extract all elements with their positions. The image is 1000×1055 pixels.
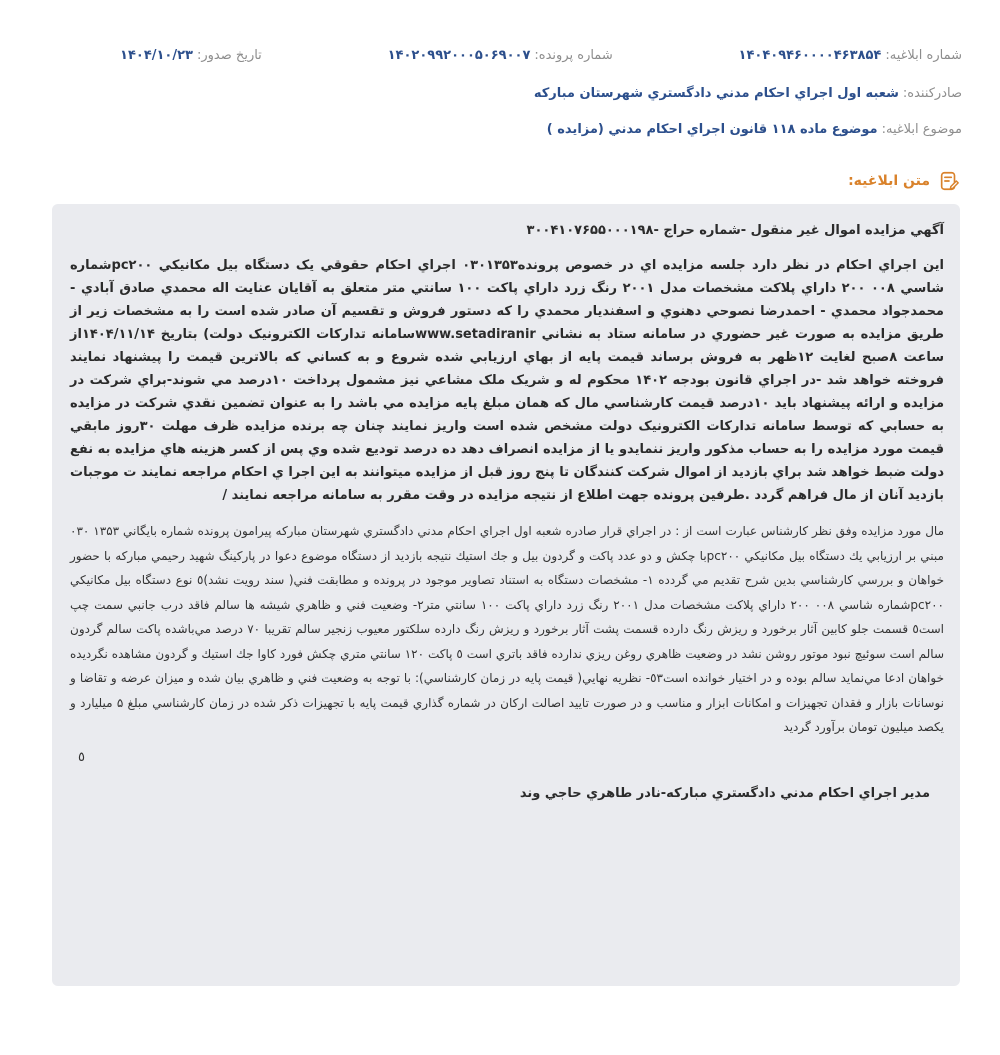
- separator-bullet: ٥: [78, 749, 85, 765]
- auction-headline: آگهي مزايده اموال غير منقول -شماره حراج -۳۰۰۴۱۰۷۶۵۵۰۰۰۱۹۸: [526, 223, 944, 238]
- notice-meta-row: [40, 48, 962, 63]
- document-edit-icon: [938, 170, 960, 192]
- subject-label: موضوع ابلاغیه:: [881, 122, 962, 137]
- issue-date-value: ۱۴۰۴/۱۰/۲۳: [120, 48, 193, 63]
- case-number-label: شماره پرونده:: [534, 48, 613, 63]
- auction-item-description: مال مورد مزايده وفق نظر كارشناس عبارت است از : در اجراي قرار صادره شعبه اول اجراي احكام مدني دادگستري شهرستان مباركه پيرامون پرونده شماره بايگاني ۱۳۵۳ ۰۳۰ مبني بر ارزيابي يك دستگاه بيل مكانيكي pc۲۰۰با چكش و دو عدد پاكت و گردون بيل و جك استيك نتيجه بازديد از دستگاه موضوع دعوا در پاركينگ شهيد رحيمي مباركه با حضور خواهان و بررسي كارشناسي بدين شرح تقديم مي گردده ۱- مشخصات دستگاه به استناد تصاوير موجود در پرونده و مطابقت فني( سند رويت نشد)٥ نوع دستگاه بيل مكانيكي pc۲۰۰شماره شاسي ۰۰۸ ۲۰۰ داراي پلاكت مشخصات مدل ۲۰۰۱ رنگ زرد داراي پاكت ۱۰۰ سانتي متر۲- وضعيت فني و ظاهري شيشه ها سالم فاقد درب جانبي سمت چپ است٥ قسمت جلو كابين آثار برخورد و ريزش رنگ دارده قسمت پشت آثار برخورد و ريزش رنگ دارده سلكتور معيوب زنجير سالم تقريبا ۷۰ درصد مي‌باشده پاكت سالم گردون سالم است سوئيچ نبود موتور روشن نشد در وضعيت ظاهري روغن ريزي ندارده فاقد باتري است ٥ پاكت ۱۲۰ سانتي متري چكش فورد كاوا جك استيك و گردون مشاهده نگرديده خواهان ادعا مي‌نمايد سالم بوده و در اختيار خوانده است٥۳- نظريه نهايي( قيمت پايه در زمان كارشناسي): با توجه به وضعيت فني و ظاهري بيان شده و ميزان عرضه و تقاضا و نوسانات بازار و فقدان تجهيزات و امكانات ابزار و مناسب و در صورت تاييد اصالت اركان در شماره گذاري قيمت پايه با تجهيزات ذكر شده در زمان كارشناسي مبلغ ۵ ميليارد و يكصد ميليون تومان برآورد گرديد: [70, 524, 945, 734]
- notice-text-heading: [848, 170, 960, 192]
- notice-number-label: شماره ابلاغیه:: [885, 48, 962, 63]
- subject-value: موضوع ماده ۱۱۸ قانون اجراي احكام مدني (مزايده ): [546, 122, 878, 137]
- issuer-row: [40, 86, 962, 101]
- auction-main-paragraph: اين اجراي احكام در نظر دارد جلسه مزايده اي در خصوص پرونده۰۳۰۱۳۵۳ اجراي احكام حقوقي يک دستگاه بيل مكانيكي pc۲۰۰شماره شاسي ۰۰۸ ۲۰۰ داراي پلاكت مشخصات مدل ۲۰۰۱ رنگ زرد داراي پاكت ۱۰۰ سانتي متر متعلق به آقايان عنايت اله محمدي صادق آبادي - محمدجواد محمدي - احمدرضا نصوحي دهنوي و اسفنديار محمدي را كه دستور فروش و تقسيم آن صادر شده است را به مشخصات زير از طريق مزايده به صورت غير حضوري در سامانه ستاد به نشاني www.setadiranirسامانه تدارکات الکترونيک دولت) بتاريخ ۱۴۰۴/۱۱/۱۴از ساعت ۸صبح لغايت ۱۲ظهر به فروش برساند قيمت پايه از بهاي ارزيابي شده شروع و به كساني كه بالاترين قيمت را پيشنهاد نمايند فروخته خواهد شد -در اجراي قانون بودجه ۱۴۰۲ محكوم له و شريک ملک مشاعي نيز مشمول پرداخت ۱۰درصد مي شوند-براي شركت در مزايده و ارائه پيشنهاد بايد ۱۰درصد قيمت كارشناسي مال كه همان مبلغ پايه مزايده مي باشد را به عنوان تضمين نقدي شركت در مزايده به حسابي كه توسط سامانه تداركات الكترونيک دولت مشخص شده است واريز نمايند چنان چه برنده مزايده ظرف مهلت ۳۰روز مابقي قيمت مورد مزايده را به حساب مذكور واريز ننمايدو يا از مزايده انصراف دهد ده درصد توديع شده وي پس از كسر هزينه هاي مزايده به نفع دولت ضبط خواهد شد براي بازديد از اموال شركت كنندگان تا پنج روز قبل از مزايده ميتوانند به اين اجرا ي احكام مراجعه نمايند ت موجبات بازديد آنان از مال فراهم گردد .طرفين پرونده جهت اطلاع از نتيجه مزايده در وقت مقرر به سامانه مراجعه نمايند /: [70, 258, 945, 503]
- case-number-value: ۱۴۰۲۰۹۹۲۰۰۰۵۰۶۹۰۰۷: [387, 48, 531, 63]
- notice-text-title: متن ابلاغیه:: [848, 173, 930, 189]
- subject-row: [40, 122, 962, 137]
- notice-content-box: [52, 204, 960, 986]
- issuer-value: شعبه اول اجراي احكام مدني دادگستري شهرستان مباركه: [533, 86, 899, 101]
- issue-date-label: تاریخ صدور:: [197, 48, 262, 63]
- case-number: [388, 48, 613, 63]
- signature-line: مدير اجراي احكام مدني دادگستري مباركه-نادر طاهري حاجي وند: [519, 785, 930, 801]
- issuer-label: صادرکننده:: [902, 86, 962, 101]
- notice-number: [739, 48, 962, 63]
- issue-date: [120, 48, 262, 63]
- notice-number-value: ۱۴۰۴۰۹۴۶۰۰۰۰۴۶۳۸۵۴: [738, 48, 882, 63]
